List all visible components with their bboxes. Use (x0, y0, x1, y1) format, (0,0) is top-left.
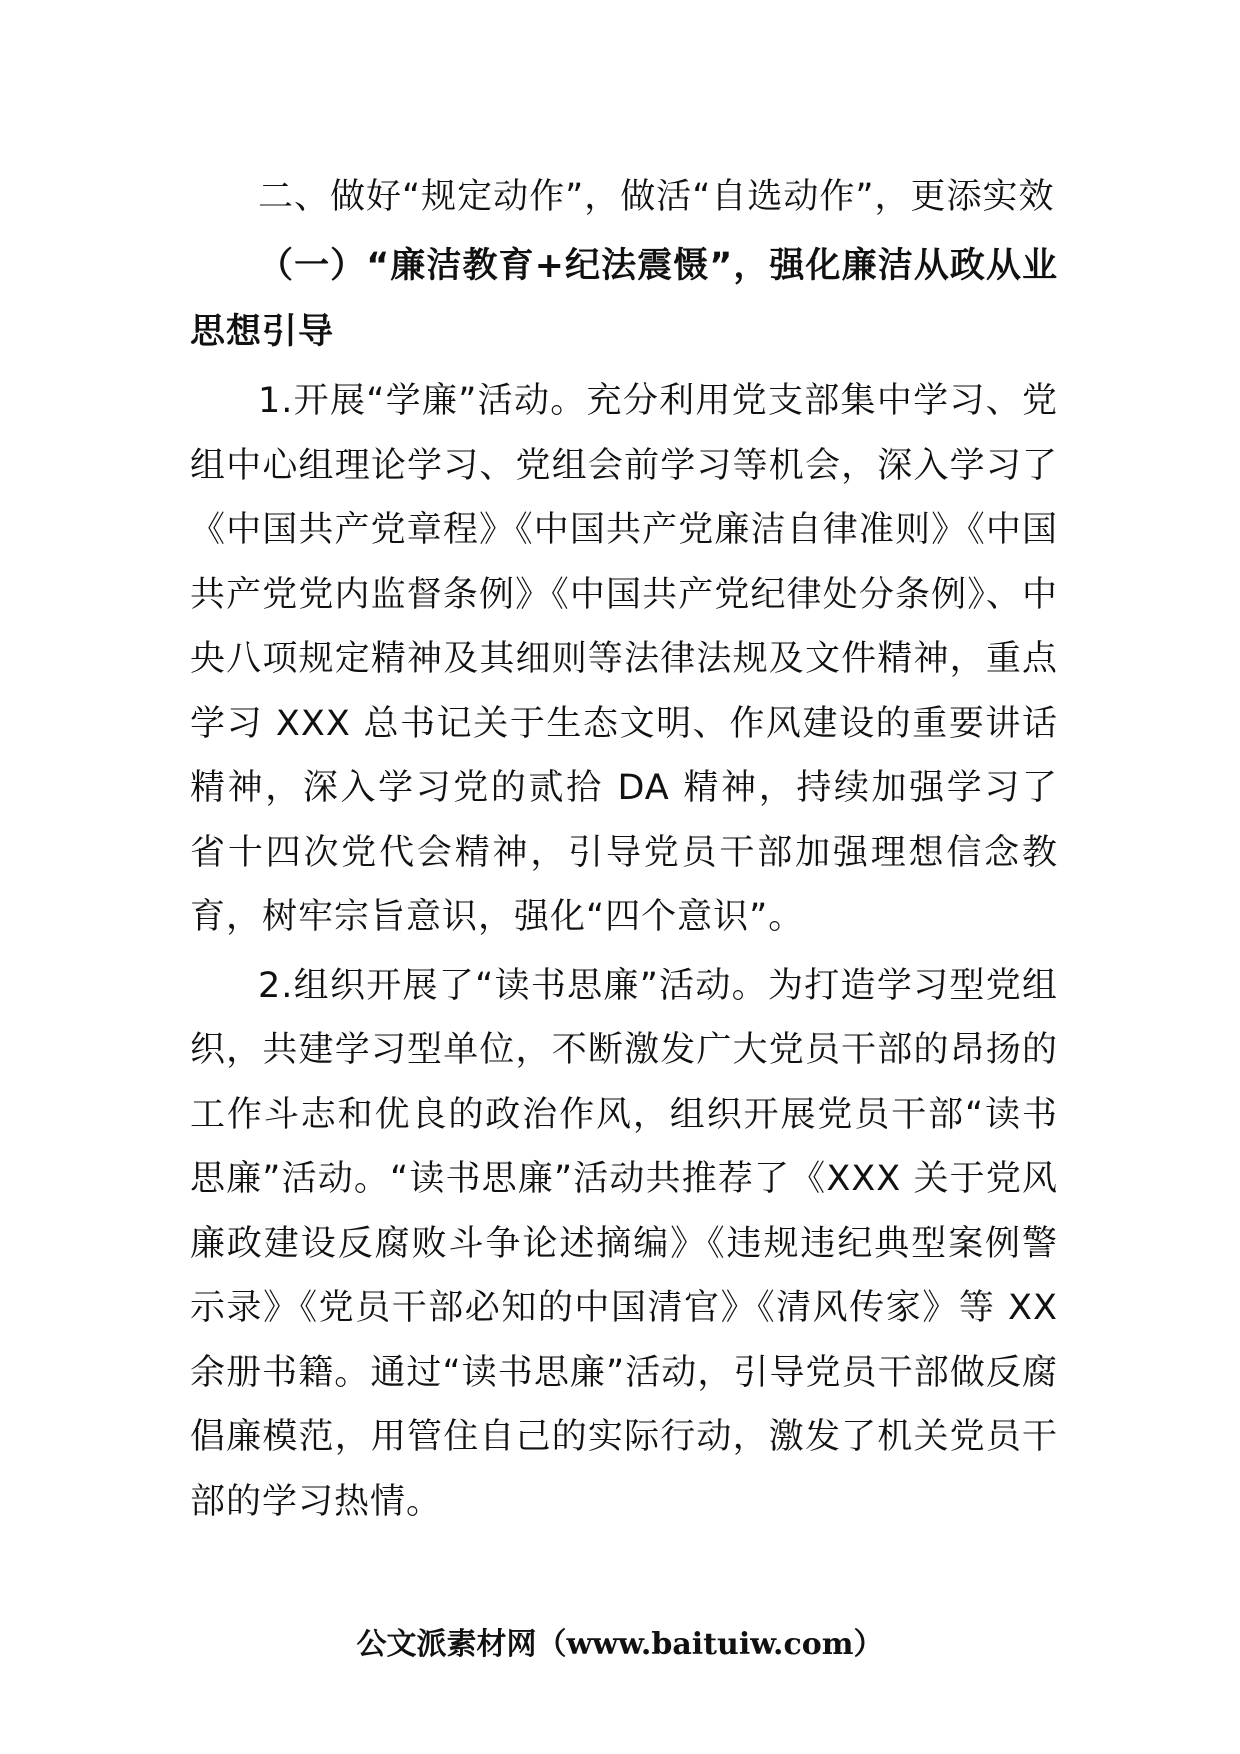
document-body (190, 165, 1058, 1534)
subsection-heading: （一）“廉洁教育+纪法震慑”，强化廉洁从政从业思想引导 (190, 246, 1058, 352)
paragraph-2: 2.组织开展了“读书思廉”活动。为打造学习型党组织，共建学习型单位，不断激发广大党员干部的昂扬的工作斗志和优良的政治作风，组织开展党员干部“读书思廉”活动。“读书思廉”活动共推荐了《XXX 关于党风廉政建设反腐败斗争论述摘编》《违规违纪典型案例警示录》《党员干部必知的中国清官》《清风传家》等 XX 余册书籍。通过“读书思廉”活动，引导党员干部做反腐倡廉模范，用管住自己的实际行动，激发了机关党员干部的学习热情。 (190, 965, 1058, 1522)
paragraph-1: 1.开展“学廉”活动。充分利用党支部集中学习、党组中心组理论学习、党组会前学习等机会，深入学习了《中国共产党章程》《中国共产党廉洁自律准则》《中国共产党党内监督条例》《中国共产党纪律处分条例》、中央八项规定精神及其细则等法律法规及文件精神，重点学习 XXX 总书记关于生态文明、作风建设的重要讲话精神，深入学习党的贰拾 DA 精神，持续加强学习了省十四次党代会精神，引导党员干部加强理想信念教育，树牢宗旨意识，强化“四个意识”。 (190, 381, 1058, 937)
section-heading: 二、做好“规定动作”，做活“自选动作”，更添实效 (258, 177, 1055, 217)
footer-watermark: 公文派素材网（www.baituiw.com） (356, 1627, 884, 1662)
